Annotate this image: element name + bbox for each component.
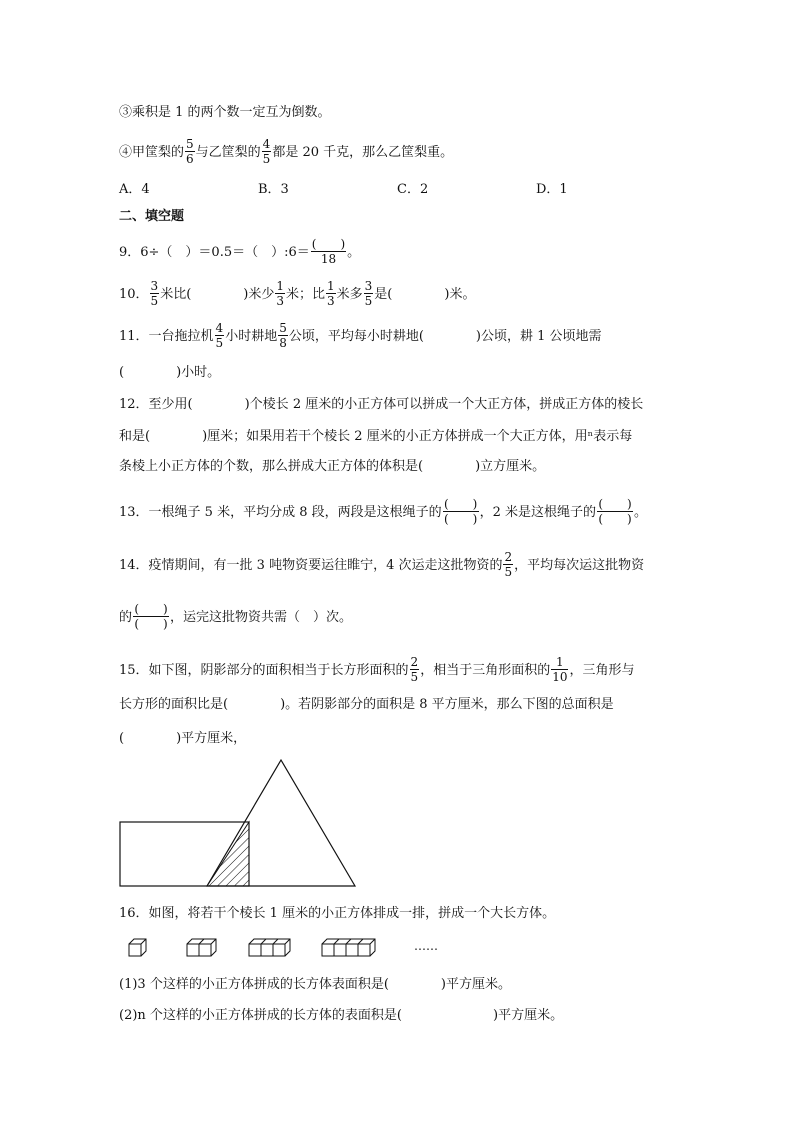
ellipsis: ……: [414, 939, 438, 953]
fraction-blank: $\frac{( )}{( )}$: [134, 602, 168, 631]
fraction: $\frac{3}{5}$: [150, 279, 159, 308]
fraction: $\frac{2}{5}$: [410, 655, 419, 684]
option-c[interactable]: C．2: [397, 182, 429, 197]
fraction: $\frac{1}{10}$: [552, 655, 568, 684]
question-16-part1: (1)3 个这样的小正方体拼成的长方体表面积是( )平方厘米。: [119, 977, 511, 992]
question-9: 9．6÷（ ）＝0.5＝（ ）:6＝ $\frac{( )}{18}$ 。: [119, 237, 361, 266]
statement-3: ③乘积是 1 的两个数一定互为倒数。: [119, 105, 331, 120]
question-12-line3: 条棱上小正方体的个数，那么拼成大正方体的体积是( )立方厘米。: [119, 459, 546, 474]
cube-row-1: [129, 939, 146, 956]
question-14: 14．疫情期间，有一批 3 吨物资要运往睢宁，4 次运走这批物资的 $\frac{2}{5}$ ，平均每次运这批物资: [119, 550, 645, 579]
question-10: 10． $\frac{3}{5}$ 米比( )米少 $\frac{1}{3}$ 米；比 $\frac{1}{3}$ 米多 $\frac{3}{5}$ 是( )米。: [119, 279, 476, 308]
fraction: $\frac{1}{3}$: [327, 279, 335, 308]
question-12-line2: 和是( )厘米；如果用若干个棱长 2 厘米的小正方体拼成一个大正方体，用ⁿ表示每: [119, 429, 633, 444]
option-a[interactable]: A．4: [119, 182, 150, 197]
fraction: $\frac{1}{3}$: [276, 279, 284, 308]
question-13: 13．一根绳子 5 米，平均分成 8 段，两段是这根绳子的 $\frac{( )}{( )}$ ，2 米是这根绳子的 $\frac{( )}{( )}$ 。: [119, 497, 648, 526]
fraction-blank: $\frac{( )}{18}$: [311, 237, 346, 266]
option-b[interactable]: B．3: [258, 182, 289, 197]
fraction: $\frac{5}{8}$: [279, 321, 287, 350]
fraction: $\frac{3}{5}$: [364, 279, 373, 308]
section-title: 二、填空题: [119, 209, 185, 224]
cube-row-2: [187, 939, 216, 956]
cube-row-3: [249, 939, 290, 956]
fraction: $\frac{5}{6}$: [186, 137, 194, 166]
question-15-line3: ( )平方厘米，: [119, 731, 247, 746]
fraction: $\frac{2}{5}$: [504, 550, 513, 579]
question-16-part2: (2)n 个这样的小正方体拼成的长方体的表面积是( )平方厘米。: [119, 1008, 564, 1023]
fraction-blank: $\frac{( )}{( )}$: [443, 497, 478, 526]
statement-4: ④甲筐梨的 $\frac{5}{6}$ 与乙筐梨的 $\frac{4}{5}$ 都是 20 千克，那么乙筐梨重。: [119, 137, 454, 166]
question-15: 15．如下图，阴影部分的面积相当于长方形面积的 $\frac{2}{5}$ ，相当于三角形面积的 $\frac{1}{10}$ ，三角形与: [119, 655, 635, 684]
question-11-line2: ( )小时。: [119, 365, 221, 380]
option-d[interactable]: D．1: [536, 182, 568, 197]
question-12-line1: 12．至少用( )个棱长 2 厘米的小正方体可以拼成一个大正方体，拼成正方体的棱长: [119, 397, 644, 412]
cube-row-4: [322, 939, 375, 956]
question-16: 16．如图，将若干个棱长 1 厘米的小正方体排成一排，拼成一个大长方体。: [119, 906, 556, 921]
question-14-line2: 的 $\frac{( )}{( )}$ ，运完这批物资共需（ ）次。: [119, 602, 353, 631]
question-15-line2: 长方形的面积比是( )。若阴影部分的面积是 8 平方厘米，那么下图的总面积是: [119, 697, 614, 712]
fraction: $\frac{4}{5}$: [262, 137, 271, 166]
fraction: $\frac{4}{5}$: [215, 321, 224, 350]
fraction-blank: $\frac{( )}{( )}$: [598, 497, 632, 526]
question-11: 11．一台拖拉机 $\frac{4}{5}$ 小时耕地 $\frac{5}{8}$ 公顷，平均每小时耕地( )公顷，耕 1 公顷地需: [119, 321, 602, 350]
